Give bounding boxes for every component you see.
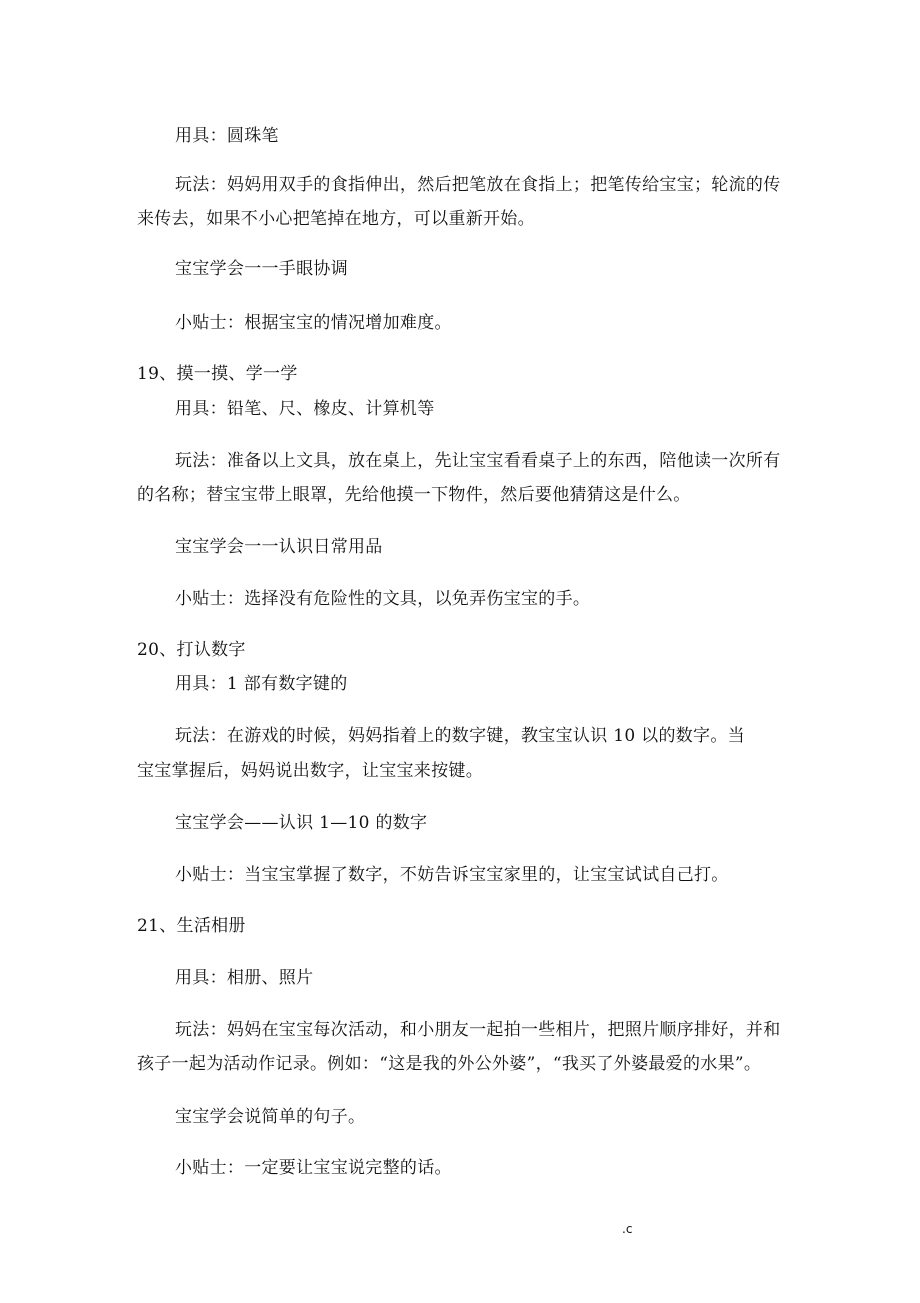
section21-learn: 宝宝学会说简单的句子。: [175, 1107, 366, 1127]
section18-tool: 用具：圆珠笔: [175, 126, 279, 146]
section20-heading: 20、打认数字: [137, 640, 246, 660]
section19-learn: 宝宝学会一一认识日常用品: [175, 537, 383, 557]
section20-play-line2: 宝宝掌握后，妈妈说出数字，让宝宝来按键。: [137, 761, 483, 781]
section19-heading: 19、摸一摸、学一学: [137, 364, 298, 384]
section20-tool: 用具：1 部有数字键的: [175, 674, 348, 694]
section21-play-line1: 玩法：妈妈在宝宝每次活动，和小朋友一起拍一些相片，把照片顺序排好，并和: [175, 1020, 781, 1040]
section18-play-line1: 玩法：妈妈用双手的食指伸出，然后把笔放在食指上；把笔传给宝宝；轮流的传: [175, 175, 781, 195]
section21-play-line2: 孩子一起为活动作记录。例如：“这是我的外公外婆”，“我买了外婆最爱的水果”。: [137, 1054, 762, 1074]
section20-tip: 小贴士：当宝宝掌握了数字，不妨告诉宝宝家里的，让宝宝试试自己打。: [175, 865, 729, 885]
page-footer-mark: .c: [622, 1222, 633, 1236]
section19-tip: 小贴士：选择没有危险性的文具，以免弄伤宝宝的手。: [175, 589, 591, 609]
section21-tool: 用具：相册、照片: [175, 968, 314, 988]
section19-play-line2: 的名称；替宝宝带上眼罩，先给他摸一下物件，然后要他猜猜这是什么。: [137, 485, 691, 505]
section18-tip: 小贴士：根据宝宝的情况增加难度。: [175, 313, 452, 333]
section20-learn: 宝宝学会——认识 1—10 的数字: [175, 813, 428, 833]
section21-heading: 21、生活相册: [137, 916, 246, 936]
section18-play-line2: 来传去，如果不小心把笔掉在地方，可以重新开始。: [137, 209, 535, 229]
section20-play-line1: 玩法：在游戏的时候，妈妈指着上的数字键，教宝宝认识 10 以的数字。当: [175, 726, 745, 746]
section19-play-line1: 玩法：准备以上文具，放在桌上，先让宝宝看看桌子上的东西，陪他读一次所有: [175, 451, 781, 471]
section19-tool: 用具：铅笔、尺、橡皮、计算机等: [175, 399, 435, 419]
section21-tip: 小贴士：一定要让宝宝说完整的话。: [175, 1158, 452, 1178]
section18-learn: 宝宝学会一一手眼协调: [175, 259, 348, 279]
